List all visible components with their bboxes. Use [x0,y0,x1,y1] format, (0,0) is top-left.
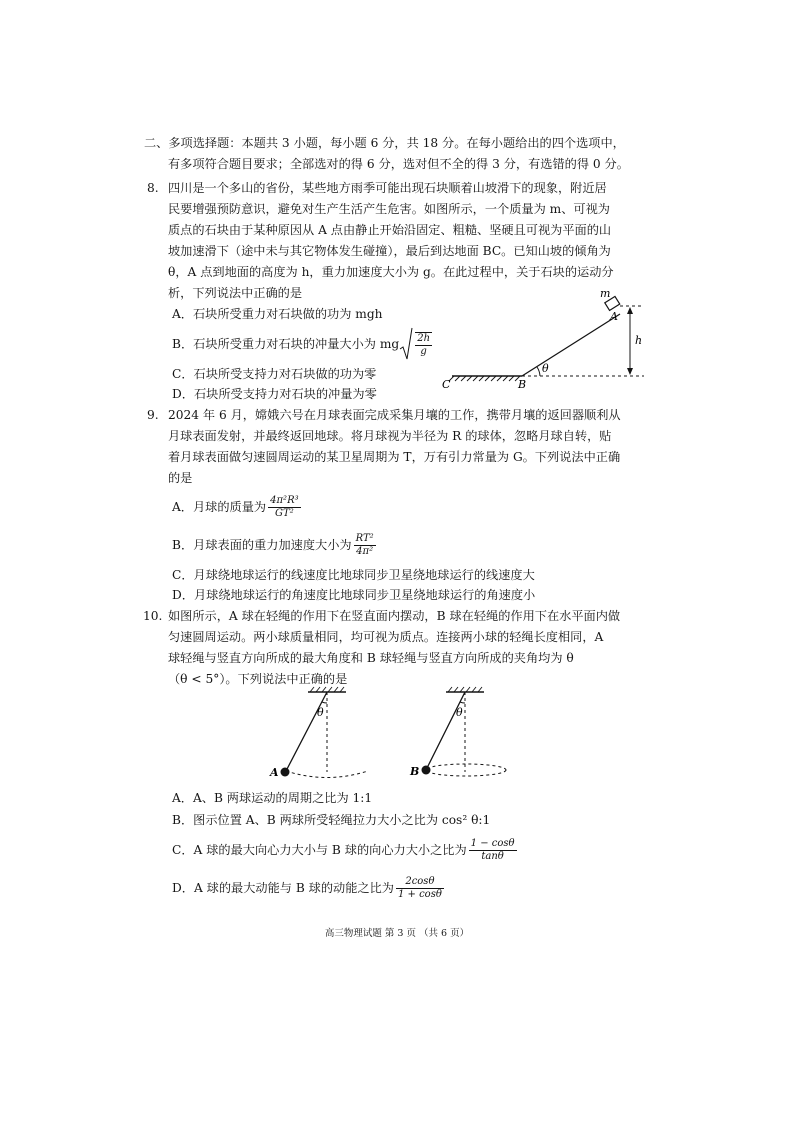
q10-line-3: 球轻绳与竖直方向所成的最大角度和 B 球轻绳与竖直方向所成的夹角均为 θ [168,651,574,665]
incline-figure [436,286,656,390]
q8-line-2: 民要增强预防意识，避免对生产生活产生危害。如图所示，一个质量为 m、可视为 [168,202,610,216]
q9-line-1: 2024 年 6 月，嫦娥六号在月球表面完成采集月壤的工作，携带月壤的返回器顺利从 [168,408,621,422]
theta-label-b: θ [456,706,463,719]
q8-line-3: 质点的石块由于某种原因从 A 点由静止开始沿固定、粗糙、坚硬且可视为平面的山 [168,223,612,237]
q9-option-a-den: GT² [275,507,294,519]
q9-number: 9. [147,408,159,422]
height-arrow-down [627,368,633,375]
q8-option-c: C．石块所受支持力对石块做的功为零 [172,367,377,381]
ceiling-b-hatching [448,687,482,692]
label-b: B [518,378,527,390]
page-footer: 高三物理试题 第 3 页 （共 6 页） [324,928,470,939]
q10-line-4: （θ < 5°）。下列说法中正确的是 [168,672,348,686]
label-a: A [610,310,618,323]
q9-line-2: 月球表面发射，并最终返回地球。将月球视为半径为 R 的球体，忽略月球自转，贴 [168,429,612,443]
q9-option-b-den: 4π² [356,545,374,557]
q9-line-3: 着月球表面做匀速圆周运动的某卫星周期为 T，万有引力常量为 G。下列说法中正确 [168,450,621,464]
q10-line-2: 匀速圆周运动。两小球质量相同，均可视为质点。连接两小球的轻绳长度相同，A [168,630,604,644]
section-heading-line2: 有多项符合题目要求；全部选对的得 6 分，选对但不全的得 3 分，有选错的得 0 分。 [168,157,629,171]
q10-option-d-text: D．A 球的最大动能与 B 球的动能之比为 [172,880,394,895]
q8-line-5: θ，A 点到地面的高度为 h，重力加速度大小为 g。在此过程中，关于石块的运动分 [168,265,614,279]
q9-option-a-fraction [268,496,300,519]
height-arrow-up [627,307,633,314]
q9-option-b [172,528,378,562]
q8-option-b [172,324,434,364]
q9-line-4: 的是 [168,471,193,485]
q8-line-4: 坡加速滑下（途中未与其它物体发生碰撞），最后到达地面 BC。已知山坡的倾角为 [168,244,611,258]
q10-option-c-text: C．A 球的最大向心力大小与 B 球的向心力大小之比为 [172,842,467,857]
label-m: m [600,287,611,300]
angle-arc-b [460,702,465,703]
q8-number: 8. [147,181,159,195]
ceiling-a-hatching [310,687,344,692]
q8-option-b-text: B．石块所受重力对石块的冲量大小为 mg [172,336,400,351]
label-ball-b: B [410,765,420,778]
q10-option-d [172,871,446,905]
q10-option-a: A．A、B 两球运动的周期之比为 1:1 [172,791,373,805]
angle-arc-a [322,702,327,703]
q10-option-b: B．图示位置 A、B 两球所受轻绳拉力大小之比为 cos² θ:1 [172,813,491,827]
q8-option-d: D．石块所受支持力对石块的冲量为零 [172,387,377,401]
q10-option-c-fraction [469,839,517,862]
label-theta: θ [542,362,549,375]
q9-option-a-num: 4π²R³ [270,494,299,506]
q10-option-c-den: tanθ [481,850,504,862]
q10-line-1: 如图所示，A 球在轻绳的作用下在竖直面内摆动，B 球在轻绳的作用下在水平面内做 [168,609,621,623]
q9-option-b-fraction [354,534,376,557]
q9-option-b-text: B．月球表面的重力加速度大小为 [172,537,352,552]
q8-option-b-den: g [420,345,427,357]
q9-option-a-text: A．月球的质量为 [172,499,267,514]
q10-option-d-den: 1 + cosθ [397,888,442,900]
q8-option-b-fraction [415,332,432,357]
q8-line-1: 四川是一个多山的省份，某些地方雨季可能出现石块顺着山坡滑下的现象，附近居 [168,181,607,195]
pendulum-figure [250,686,550,782]
ball-a [281,768,290,777]
circular-path-b [426,764,506,776]
q9-option-b-num: RT² [355,532,374,544]
q8-line-6: 析，下列说法中正确的是 [168,286,303,300]
label-ball-a: A [270,766,279,779]
q9-option-c: C．月球绕地球运行的线速度比地球同步卫星绕地球运行的线速度大 [172,568,535,582]
q10-option-c-num: 1 − cosθ [470,837,515,849]
slope-line [522,314,620,376]
q10-option-d-fraction [396,877,444,900]
ground-hatching [449,376,520,381]
section-heading-line1: 二、多项选择题：本题共 3 小题，每小题 6 分，共 18 分。在每小题给出的四个选项中， [144,136,625,150]
q10-option-c [172,833,519,867]
string-a [286,692,327,771]
q8-option-b-num: 2h [417,332,431,344]
string-b [426,692,465,770]
angle-arc [537,367,540,376]
q10-option-d-num: 2cosθ [396,877,444,889]
label-h: h [635,334,643,347]
sqrt-symbol [399,327,413,361]
q9-option-d: D．月球绕地球运行的角速度比地球同步卫星绕地球运行的角速度小 [172,588,536,602]
label-c: C [442,378,451,390]
q9-option-a [172,490,303,524]
q10-number: 10. [143,609,163,623]
theta-label-a: θ [317,706,324,719]
ball-b [422,766,431,775]
q8-option-a: A．石块所受重力对石块做的功为 mgh [172,307,383,321]
